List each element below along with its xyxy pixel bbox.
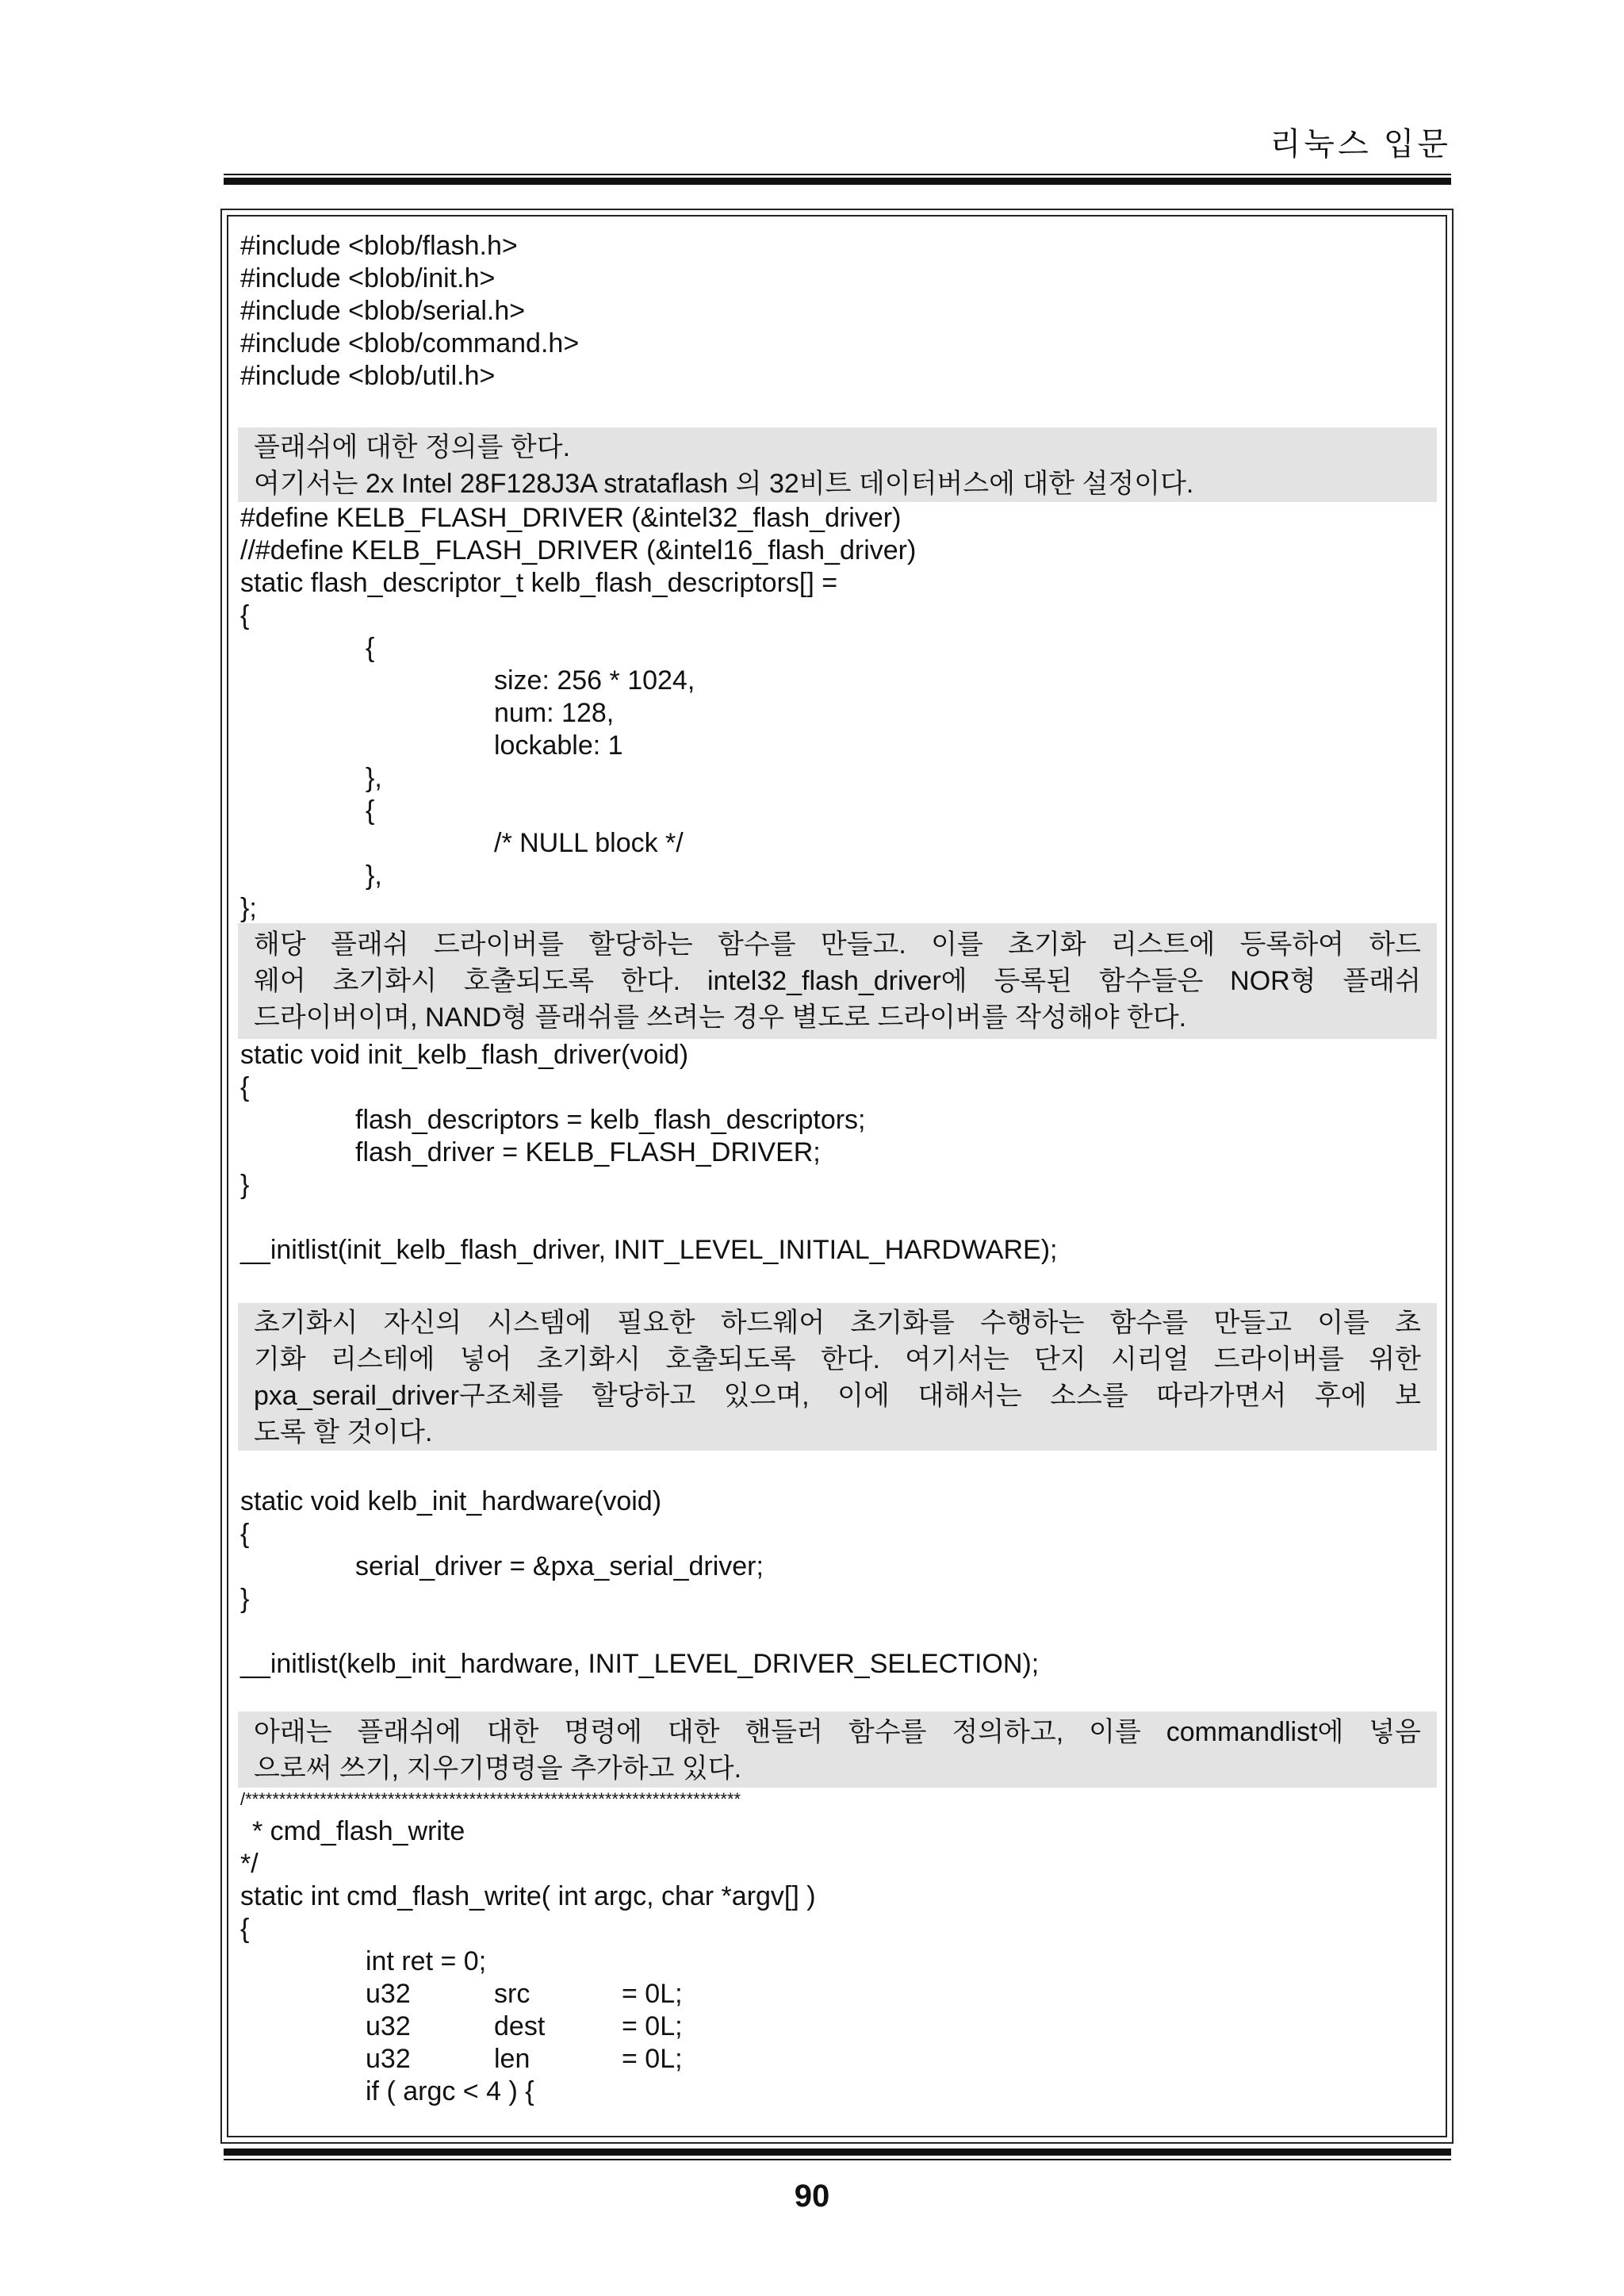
code-line: { xyxy=(366,633,375,663)
code-line: { xyxy=(366,795,375,826)
code-line: serial_driver = &pxa_serial_driver; xyxy=(355,1551,764,1581)
code-line: = 0L; xyxy=(622,2044,683,2074)
code-line: __initlist(init_kelb_flash_driver, INIT_LEVEL_INITIAL_HARDWARE); xyxy=(240,1235,1058,1265)
code-line: { xyxy=(240,1914,250,1944)
code-line: size: 256 * 1024, xyxy=(494,665,695,696)
code-line: u32 xyxy=(366,2044,411,2074)
header-rule-thick xyxy=(224,178,1451,185)
code-line: #include <blob/init.h> xyxy=(240,263,496,293)
code-line: } xyxy=(240,1170,250,1200)
code-line: src xyxy=(494,1979,530,2009)
code-line: #include <blob/util.h> xyxy=(240,361,496,391)
comment-note xyxy=(238,427,1437,502)
code-line: /* NULL block */ xyxy=(494,828,684,858)
code-line: } xyxy=(240,1584,250,1614)
comment-note xyxy=(238,1303,1437,1451)
note-line: 아래는 플래쉬에 대한 명령에 대한 핸들러 함수를 정의하고, 이를 commandlist에 넣음 xyxy=(254,1717,1421,1747)
code-line: { xyxy=(240,1519,250,1549)
code-line: int ret = 0; xyxy=(366,1946,487,1976)
code-line: static void init_kelb_flash_driver(void) xyxy=(240,1040,689,1070)
comment-note xyxy=(238,923,1437,1039)
code-line: #include <blob/serial.h> xyxy=(240,296,526,326)
note-line: 해당 플래쉬 드라이버를 할당하는 함수를 만들고. 이를 초기화 리스트에 등록하여 하드 xyxy=(254,930,1421,960)
code-line: = 0L; xyxy=(622,2011,683,2041)
header-rule-thin xyxy=(224,174,1451,175)
code-line: len xyxy=(494,2044,530,2074)
code-line: #define KELB_FLASH_DRIVER (&intel32_flash_driver) xyxy=(240,503,902,533)
code-line: flash_descriptors = kelb_flash_descriptors; xyxy=(355,1105,866,1135)
code-line: //#define KELB_FLASH_DRIVER (&intel16_flash_driver) xyxy=(240,535,917,565)
code-line: static flash_descriptor_t kelb_flash_descriptors[] = xyxy=(240,568,838,598)
code-line: if ( argc < 4 ) { xyxy=(366,2076,534,2106)
code-line: { xyxy=(240,600,250,631)
running-header: 리눅스 입문 xyxy=(1270,127,1451,162)
code-line: u32 xyxy=(366,2011,411,2041)
comment-note xyxy=(238,1711,1437,1788)
code-line: /************************************************************************* xyxy=(240,1789,741,1809)
note-line: 초기화시 자신의 시스템에 필요한 하드웨어 초기화를 수행하는 함수를 만들고 이를 초 xyxy=(254,1308,1422,1338)
code-line: */ xyxy=(240,1849,259,1879)
note-line: pxa_serail_driver구조체를 할당하고 있으며, 이에 대해서는 소스를 따라가면서 후에 보 xyxy=(254,1381,1421,1411)
code-line: u32 xyxy=(366,1979,411,2009)
code-line: static int cmd_flash_write( int argc, char *argv[] ) xyxy=(240,1881,816,1911)
note-line: 도록 할 것이다. xyxy=(254,1417,433,1447)
code-line: = 0L; xyxy=(622,1979,683,2009)
code-line: { xyxy=(240,1072,250,1102)
code-line: }, xyxy=(366,861,382,891)
note-line: 여기서는 2x Intel 28F128J3A strataflash 의 32비트 데이터버스에 대한 설정이다. xyxy=(254,469,1194,499)
code-line: lockable: 1 xyxy=(494,730,623,761)
code-line: static void kelb_init_hardware(void) xyxy=(240,1486,662,1516)
code-line: dest xyxy=(494,2011,546,2041)
note-line: 드라이버이며, NAND형 플래쉬를 쓰려는 경우 별도로 드라이버를 작성해야 한다. xyxy=(254,1002,1187,1033)
page-number: 90 xyxy=(794,2179,830,2214)
code-line: #include <blob/command.h> xyxy=(240,328,580,358)
footer-rule-thin xyxy=(224,2159,1451,2160)
note-line: 웨어 초기화시 호출되도록 한다. intel32_flash_driver에 등록된 함수들은 NOR형 플래쉬 xyxy=(254,966,1421,996)
code-line: #include <blob/flash.h> xyxy=(240,231,518,261)
code-line: * cmd_flash_write xyxy=(252,1816,465,1846)
note-line: 기화 리스테에 넣어 초기화시 호출되도록 한다. 여기서는 단지 시리얼 드라이버를 위한 xyxy=(254,1344,1421,1374)
code-line: flash_driver = KELB_FLASH_DRIVER; xyxy=(355,1137,821,1167)
footer-rule-thick xyxy=(224,2148,1451,2156)
note-line: 으로써 쓰기, 지우기명령을 추가하고 있다. xyxy=(254,1754,742,1784)
code-line: __initlist(kelb_init_hardware, INIT_LEVEL_DRIVER_SELECTION); xyxy=(240,1649,1040,1679)
code-line: }, xyxy=(366,763,382,793)
code-line: num: 128, xyxy=(494,698,615,728)
code-line: }; xyxy=(240,893,257,923)
note-line: 플래쉬에 대한 정의를 한다. xyxy=(254,432,571,462)
